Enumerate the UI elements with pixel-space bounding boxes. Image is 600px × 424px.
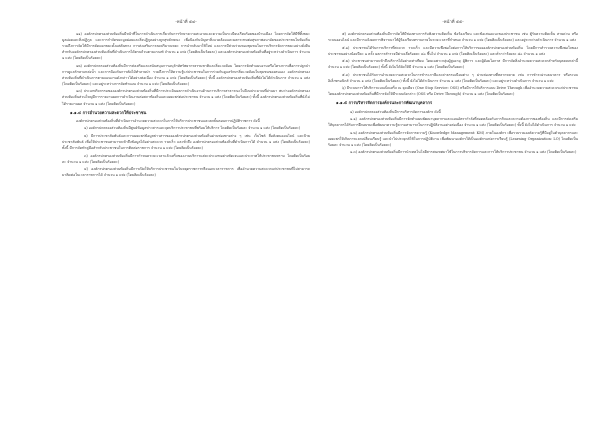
section-heading: ๑.๑.๔ การอำนวยความสะดวกให้ประชาชน — [70, 109, 147, 115]
body-paragraph: ๑๓) ประเภทกิจกรรมขององค์กรปกครองส่วนท้องถิ่นที่มีการประเมินผลการดำเนินงานด้านการบริการสาธารณะในปีงบประมาณที่ผ่านมา พบว่าองค์กรปกครองส่วนท้องถิ่นส่วนใหญ่มีการรายงานผลการดำเนินงานต่อสภาท้องถิ่นและเผยแพร่ต่อประชาชน จำนวน ๑ แห่ง (โดยคิดเป็นร้อยละ) ทั้งนี้ องค์กรปกครองส่วนท้องถิ่นที่ยังไม่ได้รายงานผล จำนวน ๑ แห่ง (โดยคิดเป็นร้อยละ) — [62, 89, 310, 106]
page-number: -หน้าที่ ๕๕- — [442, 19, 464, 24]
body-paragraph: ๑.๓) องค์กรปกครองส่วนท้องถิ่นมีการนำเทคโนโลยีสารสนเทศมาใช้ในการบริหารจัดการและการให้บริการประชาชน จำนวน ๑ แห่ง (โดยคิดเป็นร้อยละ) — [350, 150, 577, 155]
right-page — [328, 0, 578, 424]
body-paragraph: ๕.๒) ประชาชนสามารถเข้าถึงบริการได้อย่างเท่าเทียม โดยเฉพาะกลุ่มผู้สูงอายุ ผู้พิการ และผู้ด้อยโอกาส มีการจัดสิ่งอำนวยความสะดวกสำหรับบุคคลเหล่านี้ จำนวน ๑ แห่ง (โดยคิดเป็นร้อยละ) ทั้งนี้ ยังไม่ได้จัดให้มี จำนวน ๑ แห่ง (โดยคิดเป็นร้อยละ) — [328, 59, 578, 70]
body-paragraph: ๑.๒) องค์กรปกครองส่วนท้องถิ่นมีการจัดการความรู้ (Knowledge Management: KM) ภายในองค์กร เพื่อรวบรวมองค์ความรู้ที่มีอยู่ในตัวบุคลากรและเผยแพร่ให้เกิดการแลกเปลี่ยนเรียนรู้ และนำไปประยุกต์ใช้ในการปฏิบัติงาน เพื่อพัฒนาองค์กรให้เป็นองค์กรแห่งการเรียนรู้ (Learning Organization: LO) โดยคิดเป็นร้อยละ จำนวน ๑ แห่ง (โดยคิดเป็นร้อยละ) — [328, 130, 578, 147]
body-paragraph: ๕.๑) ประชาชนได้รับการบริการที่สะดวก รวดเร็ว และมีความพึงพอใจต่อการให้บริการขององค์กรปกครองส่วนท้องถิ่น โดยมีการสำรวจความพึงพอใจของประชาชนอย่างน้อยปีละ ๑ ครั้ง ผลการสำรวจมีค่าเฉลี่ยร้อยละ ๘๐ ขึ้นไป จำนวน ๑ แห่ง (โดยคิดเป็นร้อยละ) และต่ำกว่าร้อยละ ๘๐ จำนวน ๑ แห่ง — [328, 45, 578, 56]
body-paragraph: ๓) องค์กรปกครองส่วนท้องถิ่นมีการกำหนดระยะเวลาแล้วเสร็จของงานบริการแต่ละประเภทอย่างชัดเจนและประกาศให้ประชาชนทราบ โดยคิดเป็นร้อยละ จำนวน ๑ แห่ง (โดยคิดเป็นร้อยละ) — [62, 153, 310, 164]
section-heading: ๑.๑.๕ การบริหารจัดการองค์กรและการพัฒนาบุคลากร — [336, 100, 433, 106]
body-paragraph: ๒) มีการประชาสัมพันธ์และการเผยแพร่ข้อมูลข่าวสารขององค์กรปกครองส่วนท้องถิ่นผ่านช่องทางต่าง ๆ เช่น เว็บไซต์ สื่อสังคมออนไลน์ และป้ายประชาสัมพันธ์ เพื่อให้ประชาชนสามารถเข้าถึงข้อมูลได้อย่างสะดวก รวดเร็ว และทั่วถึง องค์กรปกครองส่วนท้องถิ่นที่ดำเนินการได้ จำนวน ๑ แห่ง (โดยคิดเป็นร้อยละ) ทั้งนี้ มีการจัดทำคู่มือสำหรับประชาชนในการติดต่อราชการ จำนวน ๑ แห่ง (โดยคิดเป็นร้อยละ) — [62, 133, 310, 150]
body-paragraph: ๑) องค์กรปกครองส่วนท้องถิ่นมีการบริหารจัดการองค์กร ดังนี้ — [350, 109, 441, 114]
body-paragraph: ๑.๑) องค์กรปกครองส่วนท้องถิ่นมีการจัดทำแผนพัฒนาบุคลากรและแผนอัตรากำลังที่สอดคล้องกับภารกิจและความต้องการของท้องถิ่น และมีการส่งเสริมให้บุคลากรได้รับการฝึกอบรมเพื่อพัฒนาความรู้ความสามารถในการปฏิบัติงานอย่างต่อเนื่อง จำนวน ๑ แห่ง (โดยคิดเป็นร้อยละ) ทั้งนี้ ยังไม่ได้ดำเนินการ จำนวน ๑ แห่ง — [328, 117, 578, 128]
page-content — [62, 31, 310, 178]
body-paragraph: ๔) องค์กรปกครองส่วนท้องถิ่นมีการเปิดให้บริการประชาชนในวันหยุดราชการหรือนอกเวลาราชการ เพื่ออำนวยความสะดวกแก่ประชาชนที่ไม่สามารถมาติดต่อในเวลาราชการได้ จำนวน ๑ แห่ง (โดยคิดเป็นร้อยละ) — [62, 167, 310, 178]
body-paragraph: ๕) องค์กรปกครองส่วนท้องถิ่นมีการจัดให้มีช่องทางการรับฟังความคิดเห็น ข้อร้องเรียน และข้อเสนอแนะของประชาชน เช่น ตู้รับความคิดเห็น สายด่วน หรือระบบออนไลน์ และมีการแจ้งผลการพิจารณาให้ผู้ร้องเรียนทราบภายในระยะเวลาที่กำหนด จำนวน ๑ แห่ง (โดยคิดเป็นร้อยละ) และอยู่ระหว่างดำเนินการ จำนวน ๑ แห่ง — [328, 32, 578, 43]
body-paragraph: องค์กรปกครองส่วนท้องถิ่นที่ดำเนินการอำนวยความสะดวกในการให้บริการประชาชนและลดขั้นตอนการปฏิบัติราชการ ดังนี้ — [76, 118, 260, 123]
body-paragraph: ๖) มีระบบการให้บริการแบบเบ็ดเสร็จ ณ จุดเดียว (One Stop Service: OSS) หรือมีการให้บริการแบบ Drive Through เพื่ออำนวยความสะดวกแก่ประชาชน โดยองค์กรปกครองส่วนท้องถิ่นที่มีการจัดให้มีระบบดังกล่าว (OSS หรือ Drive Through) จำนวน ๑ แห่ง (โดยคิดเป็นร้อยละ) — [328, 86, 578, 97]
body-paragraph: ๕.๓) ประชาชนได้รับการอำนวยความสะดวกในการชำระภาษีและค่าธรรมเนียมต่าง ๆ ผ่านช่องทางที่หลากหลาย เช่น การชำระผ่านธนาคาร หรือระบบอิเล็กทรอนิกส์ จำนวน ๑ แห่ง (โดยคิดเป็นร้อยละ) ทั้งนี้ ยังไม่ได้ดำเนินการ จำนวน ๑ แห่ง (โดยคิดเป็นร้อยละ) และอยู่ระหว่างดำเนินการ จำนวน ๑ แห่ง — [328, 72, 578, 83]
left-page — [62, 0, 310, 424]
body-paragraph: ๑๑) องค์กรปกครองส่วนท้องถิ่นมีหน้าที่ในการดำเนินการเกี่ยวกับการรักษาความสะอาดและความเป็นระเบียบเรียบร้อยของบ้านเมือง โดยการจัดให้มีที่ทิ้งขยะมูลฝอยและสิ่งปฏิกูล และการกำจัดขยะมูลฝอยและสิ่งปฏิกูลอย่างถูกสุขลักษณะ เพื่อป้องกันปัญหาสิ่งแวดล้อมและผลกระทบต่อสุขภาพอนามัยของประชาชนในท้องถิ่น รวมถึงการจัดให้มีการคัดแยกขยะตั้งแต่ต้นทาง การส่งเสริมการลดปริมาณขยะ การนำกลับมาใช้ใหม่ และการมีส่วนร่วมของชุมชนในการบริหารจัดการขยะอย่างยั่งยืน สำหรับองค์กรปกครองส่วนท้องถิ่นที่ดำเนินการได้ครบถ้วนตามเกณฑ์ จำนวน ๑ แห่ง (โดยคิดเป็นร้อยละ) และองค์กรปกครองส่วนท้องถิ่นที่อยู่ระหว่างดำเนินการ จำนวน ๑ แห่ง (โดยคิดเป็นร้อยละ) — [62, 32, 311, 61]
page-number: -หน้าที่ ๕๔- — [175, 19, 197, 24]
body-paragraph: ๑) องค์กรปกครองส่วนท้องถิ่นมีศูนย์ข้อมูลข่าวสารและจุดบริการประชาชนที่พร้อมให้บริการ โดยคิดเป็นร้อยละ จำนวน ๑ แห่ง (โดยคิดเป็นร้อยละ) — [84, 126, 301, 131]
body-paragraph: ๑๒) องค์กรปกครองส่วนท้องถิ่นมีการส่งเสริมและสนับสนุนการอนุรักษ์ทรัพยากรธรรมชาติและสิ่งแวดล้อม โดยการจัดทำแผนงานหรือโครงการเพื่อการปลูกป่า การดูแลรักษาแหล่งน้ำ และการป้องกันการตัดไม้ทำลายป่า รวมถึงการให้ความรู้แก่ประชาชนในการร่วมกันดูแลรักษาสิ่งแวดล้อมในชุมชนของตนเอง องค์กรปกครองส่วนท้องถิ่นที่ดำเนินการตามแผนงานดังกล่าวได้อย่างต่อเนื่อง จำนวน ๑ แห่ง (โดยคิดเป็นร้อยละ) ทั้งนี้ องค์กรปกครองส่วนท้องถิ่นที่ยังไม่ได้ดำเนินการ จำนวน ๑ แห่ง (โดยคิดเป็นร้อยละ) และอยู่ระหว่างการจัดทำแผน จำนวน ๑ แห่ง (โดยคิดเป็นร้อยละ) — [62, 63, 310, 86]
page-content — [328, 31, 578, 156]
